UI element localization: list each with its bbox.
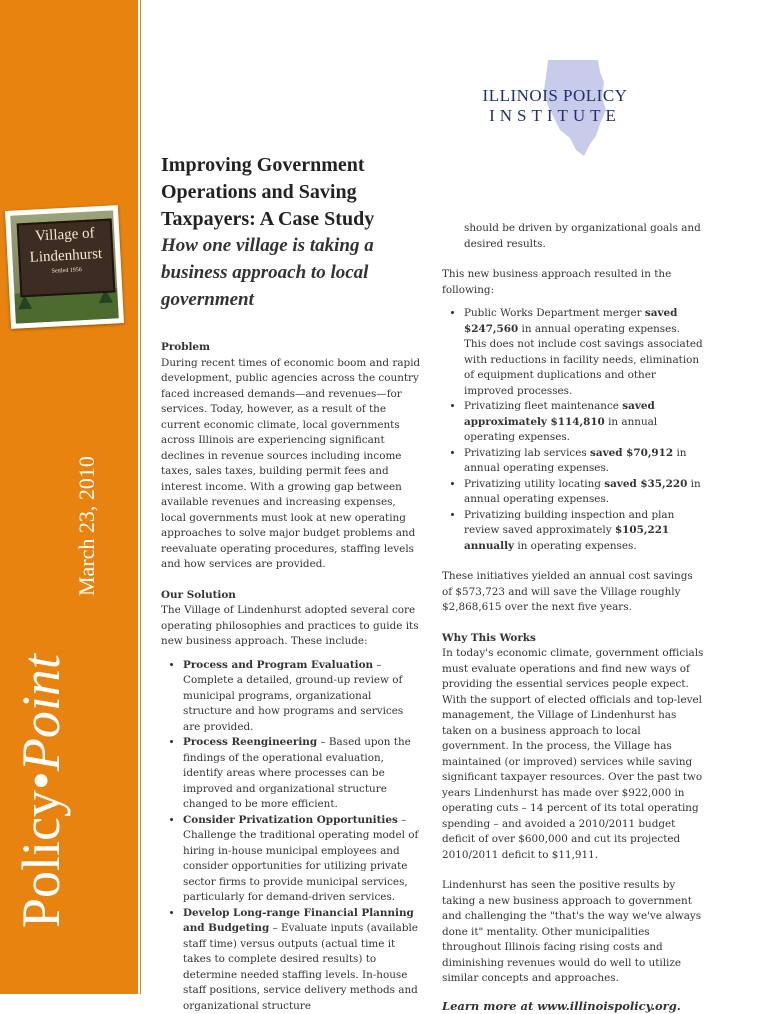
why-paragraph-1: In today's economic climate, government officials must evaluate operations and find new ways of providing the essential services people expect. With the support of elected officials and top-level management, the Village of Lindenhurst has taken on a business approach to local government. In the process, the Village has maintained (or improved) services while saving significant taxpayer resources. Over the past two years Lindenhurst has made over $922,000 in operating cuts – 14 percent of its total operating spending – and avoided a 2010/2011 budget deficit of over $600,000 and cut its projected 2010/2011 deficit to $11,911. — [442, 646, 704, 863]
list-item — [464, 477, 704, 508]
result-text: Privatizing building inspection and plan review saved approximately — [464, 509, 674, 537]
list-item — [464, 399, 704, 446]
list-item — [183, 658, 421, 736]
result-amount: $105,221 annually — [464, 524, 669, 552]
result-text: in annual operating expenses. This does not include cost savings associated with reductions in facility needs, elimination of equipment duplications and other improved processes. — [464, 323, 703, 397]
sign-line-1: Village of — [19, 226, 111, 246]
brand-dot: • — [11, 771, 71, 790]
policy-point-brand — [14, 654, 68, 928]
why-heading: Why This Works — [442, 631, 704, 647]
problem-heading: Problem — [161, 340, 421, 356]
right-column — [442, 221, 704, 1014]
sign-line-2: Lindenhurst — [20, 246, 112, 266]
result-text: Privatizing lab services — [464, 447, 590, 459]
result-text: Privatizing utility locating — [464, 478, 604, 490]
page-title: Improving Government Operations and Saving Taxpayers: A Case Study — [161, 152, 436, 233]
result-text: Public Works Department merger — [464, 307, 645, 319]
sign-small-text: Settled 1956 — [21, 265, 112, 276]
list-item — [183, 906, 421, 1014]
page-subtitle: How one village is taking a business approach to local government — [161, 232, 436, 313]
results-summary: These initiatives yielded an annual cost savings of $573,723 and will save the Village roughly $2,868,615 over the next five years. — [442, 569, 704, 616]
result-amount: saved $35,220 — [604, 478, 687, 490]
brand-point: Point — [11, 654, 71, 771]
solution-intro: The Village of Lindenhurst adopted several core operating philosophies and practices to guide its new business approach. These include: — [161, 603, 421, 650]
learn-more-link[interactable]: Learn more at www.illinoispolicy.org. — [442, 999, 704, 1014]
solution-item-text: – Evaluate inputs (available staff time) versus outputs (actual time it takes to complete desired results) to determine needed staffing levels. In-house staff positions, service delivery methods and organizational structure — [183, 922, 418, 1012]
result-text: in annual operating expenses. — [464, 416, 657, 444]
solution-item-title: Process and Program Evaluation — [183, 659, 373, 671]
logo-line-1: ILLINOIS POLICY — [470, 86, 640, 106]
solution-item-text: – Challenge the traditional operating model of hiring in-house municipal employees and consider opportunities for utilizing private sector firms to provide municipal services, particularly for demand-driven services. — [183, 814, 418, 904]
left-column — [161, 340, 421, 1014]
list-item — [464, 508, 704, 555]
solution-heading: Our Solution — [161, 588, 421, 604]
brand-policy: Policy — [11, 790, 71, 928]
problem-text: During recent times of economic boom and rapid development, public agencies across the country faced increased demands—and revenues—for services. Today, however, as a result of the current economic climate, local governments across Illinois are experiencing significant declines in revenue sources including income taxes, sales taxes, building permit fees and interest income. With a growing gap between available revenues and increasing expenses, local governments must look at new operating approaches to solve major budget problems and reevaluate operating procedures, staffing levels and how services are provided. — [161, 356, 421, 573]
publication-date: March 23, 2010 — [74, 456, 100, 596]
solution-item-title: Develop Long-range Financial Planning and Budgeting — [183, 907, 414, 935]
results-intro: This new business approach resulted in the following: — [442, 267, 704, 298]
result-text: in annual operating expenses. — [464, 478, 701, 506]
solution-item-text: – Complete a detailed, ground-up review of municipal programs, organizational structure and how programs and services are provided. — [183, 659, 403, 733]
list-item — [464, 306, 704, 399]
result-amount: saved $247,560 — [464, 307, 677, 335]
solution-list — [161, 658, 421, 1014]
result-text: in operating expenses. — [514, 540, 637, 552]
list-item — [183, 735, 421, 813]
logo-line-2: INSTITUTE — [470, 106, 640, 126]
photo-image — [10, 210, 119, 323]
result-text: Privatizing fleet maintenance — [464, 400, 622, 412]
solution-item-title: Process Reengineering — [183, 736, 317, 748]
village-sign — [17, 218, 116, 297]
result-amount: saved $70,912 — [590, 447, 673, 459]
list-item — [464, 446, 704, 477]
village-sign-photo — [5, 205, 124, 329]
solution-item-text: – Based upon the findings of the operational evaluation, identify areas where processes can be improved and organizational structure changed to be more efficient. — [183, 736, 411, 810]
why-paragraph-2: Lindenhurst has seen the positive results by taking a new business approach to government and challenging the "that's the way we've always done it" mentality. Other municipalities throughout Illinois facing rising costs and diminishing revenues would do well to utilize similar concepts and approaches. — [442, 878, 704, 987]
results-list — [442, 306, 704, 554]
result-amount: saved approximately $114,810 — [464, 400, 655, 428]
result-text: in annual operating expenses. — [464, 447, 686, 475]
orange-divider-line — [140, 0, 141, 994]
solution-continuation: should be driven by organizational goals and desired results. — [442, 221, 704, 252]
illinois-policy-logo — [470, 58, 640, 168]
solution-item-title: Consider Privatization Opportunities — [183, 814, 398, 826]
list-item — [183, 813, 421, 906]
